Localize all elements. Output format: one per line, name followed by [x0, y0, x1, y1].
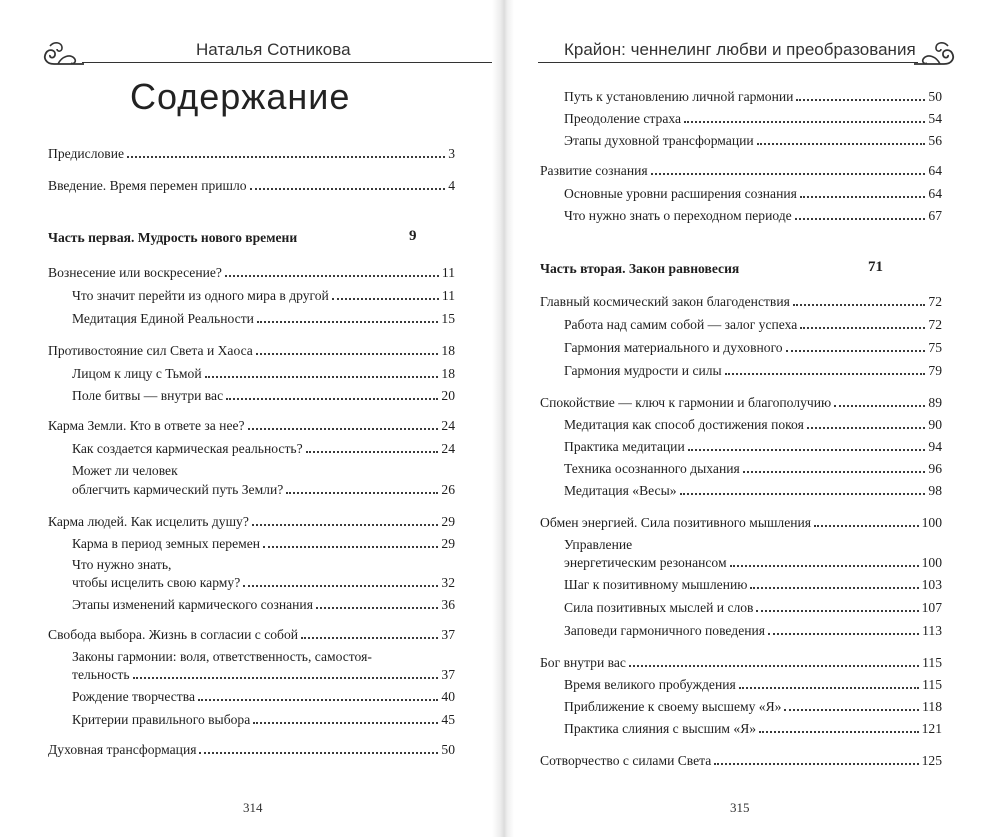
toc-section: Поле битвы — внутри вас 20	[72, 388, 455, 403]
toc-chapter: Карма Земли. Кто в ответе за нее? 24	[48, 418, 455, 433]
toc-section: Приближение к своему высшему «Я» 118	[564, 699, 942, 714]
toc-chapter: Главный космический закон благоденствия 72	[540, 294, 942, 309]
toc-section: тельность 37	[72, 667, 455, 682]
book-spine-shadow	[492, 0, 514, 837]
toc-chapter: Противостояние сил Света и Хаоса 18	[48, 343, 455, 358]
part-page-number: 9	[409, 228, 417, 244]
toc-section: Заповеди гармоничного поведения 113	[564, 623, 942, 638]
left-corner-ornament-icon	[40, 38, 86, 70]
toc-entry: Введение. Время перемен пришло 4	[48, 178, 455, 193]
toc-section-two-line: Что нужно знать,	[72, 557, 172, 572]
toc-chapter: Вознесение или воскресение? 11	[48, 265, 455, 280]
left-running-head: Наталья Сотникова	[196, 40, 351, 59]
toc-section: Карма в период земных перемен 29	[72, 536, 455, 551]
toc-section: энергетическим резонансом 100	[564, 555, 942, 570]
toc-section: Рождение творчества 40	[72, 689, 455, 704]
part-heading: Часть первая. Мудрость нового времени	[48, 230, 298, 245]
toc-section: Гармония мудрости и силы 79	[564, 363, 942, 378]
toc-chapter: Спокойствие — ключ к гармонии и благополучию 89	[540, 395, 942, 410]
toc-section: Этапы духовной трансформации 56	[564, 133, 942, 148]
toc-section: Медитация «Весы» 98	[564, 483, 942, 498]
toc-chapter: Свобода выбора. Жизнь в согласии с собой 37	[48, 627, 455, 642]
toc-section: Техника осознанного дыхания 96	[564, 461, 942, 476]
toc-section: Медитация как способ достижения покоя 90	[564, 417, 942, 432]
left-page-number: 314	[243, 800, 263, 815]
toc-section: Что нужно знать о переходном периоде 67	[564, 208, 942, 223]
right-page-number: 315	[730, 800, 750, 815]
toc-chapter: Обмен энергией. Сила позитивного мышления 100	[540, 515, 942, 530]
toc-section: Путь к установлению личной гармонии 50	[564, 89, 942, 104]
toc-section: облегчить кармический путь Земли? 26	[72, 482, 455, 497]
part-heading: Часть вторая. Закон равновесия	[540, 261, 740, 276]
toc-section: Шаг к позитивному мышлению 103	[564, 577, 942, 592]
toc-section: Этапы изменений кармического сознания 36	[72, 597, 455, 612]
toc-entry: Предисловие 3	[48, 146, 455, 161]
toc-section: Что значит перейти из одного мира в другой 11	[72, 288, 455, 303]
toc-chapter: Сотворчество с силами Света 125	[540, 753, 942, 768]
right-running-head: Крайон: ченнелинг любви и преобразования	[564, 40, 916, 59]
toc-section: Критерии правильного выбора 45	[72, 712, 455, 727]
toc-section: Преодоление страха 54	[564, 111, 942, 126]
toc-section: Работа над самим собой — залог успеха 72	[564, 317, 942, 332]
part-page-number: 71	[868, 259, 883, 275]
toc-section-two-line: Законы гармонии: воля, ответственность, самостоя-	[72, 649, 372, 664]
toc-section-two-line: Управление	[564, 537, 633, 552]
toc-chapter: Развитие сознания 64	[540, 163, 942, 178]
toc-section: Практика слияния с высшим «Я» 121	[564, 721, 942, 736]
toc-section: Время великого пробуждения 115	[564, 677, 942, 692]
toc-chapter: Карма людей. Как исцелить душу? 29	[48, 514, 455, 529]
toc-section: Медитация Единой Реальности 15	[72, 311, 455, 326]
toc-section: Сила позитивных мыслей и слов 107	[564, 600, 942, 615]
toc-chapter: Бог внутри вас 115	[540, 655, 942, 670]
toc-section-two-line: Может ли человек	[72, 463, 178, 478]
toc-section: Как создается кармическая реальность? 24	[72, 441, 455, 456]
right-header-rule	[538, 62, 918, 63]
toc-section: Гармония материального и духовного 75	[564, 340, 942, 355]
page-title: Содержание	[130, 76, 351, 117]
toc-chapter: Духовная трансформация 50	[48, 742, 455, 757]
toc-section: чтобы исцелить свою карму? 32	[72, 575, 455, 590]
toc-section: Основные уровни расширения сознания 64	[564, 186, 942, 201]
toc-section: Практика медитации 94	[564, 439, 942, 454]
left-header-rule	[82, 62, 492, 63]
toc-section: Лицом к лицу с Тьмой 18	[72, 366, 455, 381]
right-corner-ornament-icon	[912, 38, 958, 70]
